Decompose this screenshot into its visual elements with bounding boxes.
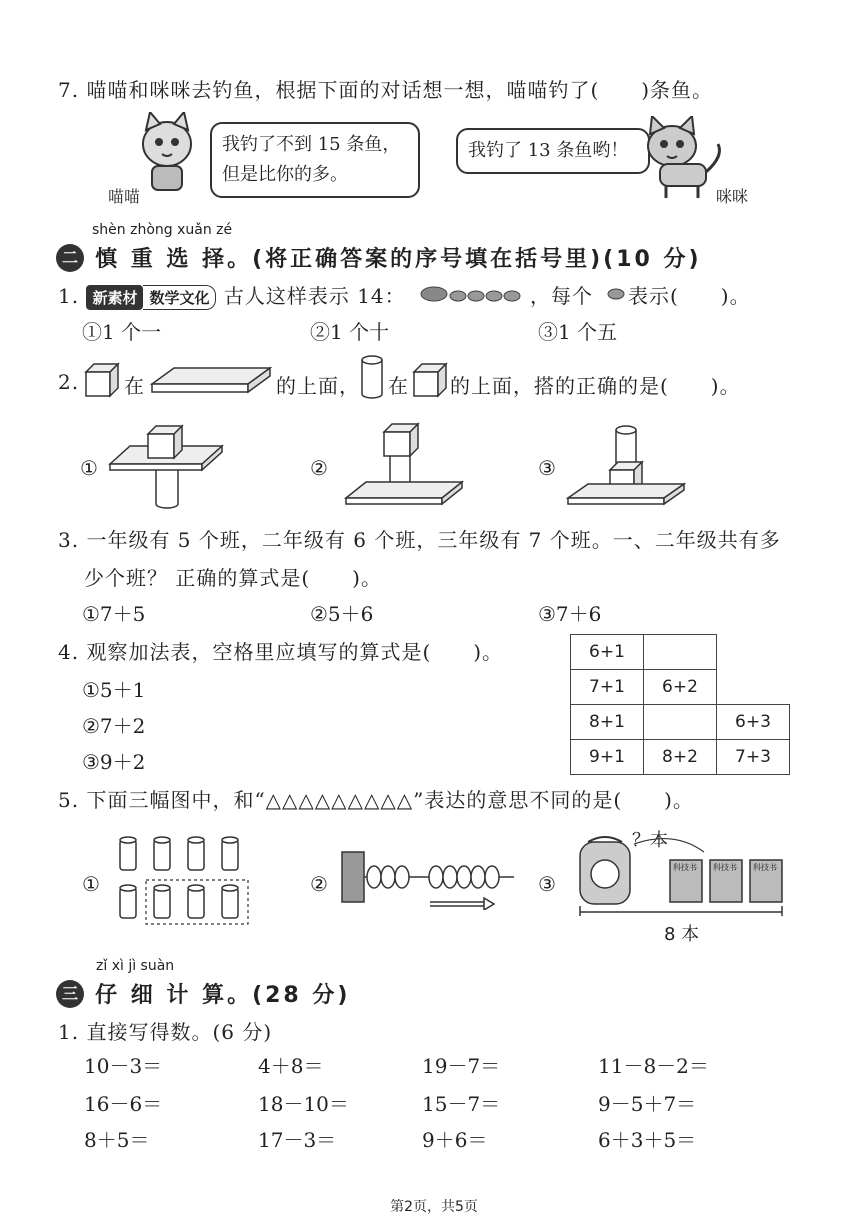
cat-right-name: 咪咪 xyxy=(716,187,749,206)
bubble-left-line1: 我钓了不到 15 条鱼， xyxy=(222,134,401,155)
q2-option-3-label[interactable]: ③ xyxy=(538,456,556,480)
small-stone-icon xyxy=(606,286,626,300)
q5-option-3-backpack-books[interactable] xyxy=(574,836,788,920)
q1-text: 古人这样表示 14： xyxy=(223,284,406,308)
speech-bubble-left xyxy=(210,122,420,198)
q1-option-2[interactable]: ②1 个十 xyxy=(310,320,390,344)
question-1 xyxy=(58,280,406,310)
table-cell: 8+1 xyxy=(571,705,644,740)
q2-option-1-figure[interactable] xyxy=(106,420,226,510)
q4-option-1[interactable]: ①5＋1 xyxy=(82,678,146,702)
table-cell: 8+2 xyxy=(644,740,717,775)
cube-icon-2 xyxy=(412,362,448,398)
q4-option-2[interactable]: ②7＋2 xyxy=(82,714,146,738)
ancient-number-14-stones xyxy=(420,284,528,302)
book-title: 科技书 xyxy=(713,863,737,872)
calc-item[interactable]: 18－10＝ xyxy=(258,1092,349,1116)
q2-number: 2. xyxy=(58,370,80,394)
q1-text-2: ，每个 xyxy=(530,284,593,308)
tag-new-material: 新素材 xyxy=(86,285,143,310)
q2-text-1: 在 xyxy=(124,374,145,398)
tag-math-culture: 数学文化 xyxy=(143,285,216,310)
q1-option-3[interactable]: ③1 个五 xyxy=(538,320,618,344)
section-3-number: 三 xyxy=(56,980,84,1008)
calc-item[interactable]: 15－7＝ xyxy=(422,1092,501,1116)
calc-item[interactable]: 19－7＝ xyxy=(422,1054,501,1078)
q2-option-3-figure[interactable] xyxy=(564,420,686,506)
q2-text-3: 在 xyxy=(388,374,409,398)
table-cell-empty-answer[interactable] xyxy=(644,705,717,740)
q1-option-1[interactable]: ①1 个一 xyxy=(82,320,162,344)
q5-option-2-beads[interactable] xyxy=(338,850,518,910)
book-title: 科技书 xyxy=(673,863,697,872)
calc-item[interactable]: 9－5＋7＝ xyxy=(598,1092,697,1116)
table-cell: 9+1 xyxy=(571,740,644,775)
q4-text: 4. 观察加法表，空格里应填写的算式是( )。 xyxy=(58,640,504,664)
q2-option-2-label[interactable]: ② xyxy=(310,456,328,480)
cat-miaomiao-illustration xyxy=(132,112,202,194)
q5-book-question: ？本 xyxy=(632,830,668,851)
calc-item[interactable]: 11－8－2＝ xyxy=(598,1054,709,1078)
calc-item[interactable]: 4＋8＝ xyxy=(258,1054,324,1078)
q5-option-1-cups[interactable] xyxy=(112,834,252,926)
book-title: 科技书 xyxy=(753,863,777,872)
calc-item[interactable]: 16－6＝ xyxy=(84,1092,163,1116)
section-2-number: 二 xyxy=(56,244,84,272)
q5-book-total: 8 本 xyxy=(664,924,700,945)
q2-text-4: 的上面，搭的正确的是( )。 xyxy=(450,374,741,398)
calc-item[interactable]: 8＋5＝ xyxy=(84,1128,150,1152)
q3-option-1[interactable]: ①7＋5 xyxy=(82,602,146,626)
q5-option-3-label[interactable]: ③ xyxy=(538,872,556,896)
section-2-heading xyxy=(56,242,702,273)
calc-item[interactable]: 10－3＝ xyxy=(84,1054,163,1078)
q3-line-2: 少个班？ 正确的算式是( )。 xyxy=(84,566,382,590)
calc-item[interactable]: 9＋6＝ xyxy=(422,1128,488,1152)
table-cell: 7+3 xyxy=(717,740,790,775)
q5-text: 5. 下面三幅图中，和“△△△△△△△△△”表达的意思不同的是( )。 xyxy=(58,788,694,812)
table-cell: 6+1 xyxy=(571,635,644,670)
q5-option-1-label[interactable]: ① xyxy=(82,872,100,896)
table-cell: 7+1 xyxy=(571,670,644,705)
calc-item[interactable]: 17－3＝ xyxy=(258,1128,337,1152)
q4-option-3[interactable]: ③9＋2 xyxy=(82,750,146,774)
cat-left-name: 喵喵 xyxy=(108,187,141,206)
cat-mimi-illustration xyxy=(638,116,728,200)
section-3-title: 仔 细 计 算。(28 分) xyxy=(95,983,351,1008)
section-3-heading xyxy=(56,978,350,1009)
page-footer: 第2页，共5页 xyxy=(390,1199,478,1215)
flat-board-icon xyxy=(150,366,272,394)
table-cell: 6+2 xyxy=(644,670,717,705)
q2-option-1-label[interactable]: ① xyxy=(80,456,98,480)
section-3-pinyin: zǐ xì jì suàn xyxy=(96,958,175,974)
q2-text-2: 的上面， xyxy=(276,374,360,398)
section-2-pinyin: shèn zhòng xuǎn zé xyxy=(92,222,233,238)
cube-icon xyxy=(84,362,120,398)
bubble-left-line2: 但是比你的多。 xyxy=(222,164,348,185)
q1-text-3: 表示( )。 xyxy=(628,284,751,308)
q3-option-3[interactable]: ③7＋6 xyxy=(538,602,602,626)
cylinder-icon xyxy=(358,354,386,400)
speech-bubble-right: 我钓了 13 条鱼哟！ xyxy=(456,128,650,174)
q3-option-2[interactable]: ②5＋6 xyxy=(310,602,374,626)
calc-item[interactable]: 6＋3＋5＝ xyxy=(598,1128,697,1152)
table-cell-blank xyxy=(644,635,717,670)
q3-line-1: 3. 一年级有 5 个班，二年级有 6 个班，三年级有 7 个班。一、二年级共有多 xyxy=(58,528,781,552)
addition-table xyxy=(570,634,790,775)
section-3-subtitle: 1. 直接写得数。(6 分) xyxy=(58,1020,273,1044)
q5-option-2-label[interactable]: ② xyxy=(310,872,328,896)
question-7-text: 7. 喵喵和咪咪去钓鱼，根据下面的对话想一想，喵喵钓了( )条鱼。 xyxy=(58,78,714,102)
q2-option-2-figure[interactable] xyxy=(342,420,464,506)
table-cell: 6+3 xyxy=(717,705,790,740)
q1-number: 1. xyxy=(58,284,80,308)
section-2-title: 慎 重 选 择。(将正确答案的序号填在括号里)(10 分) xyxy=(95,247,702,272)
